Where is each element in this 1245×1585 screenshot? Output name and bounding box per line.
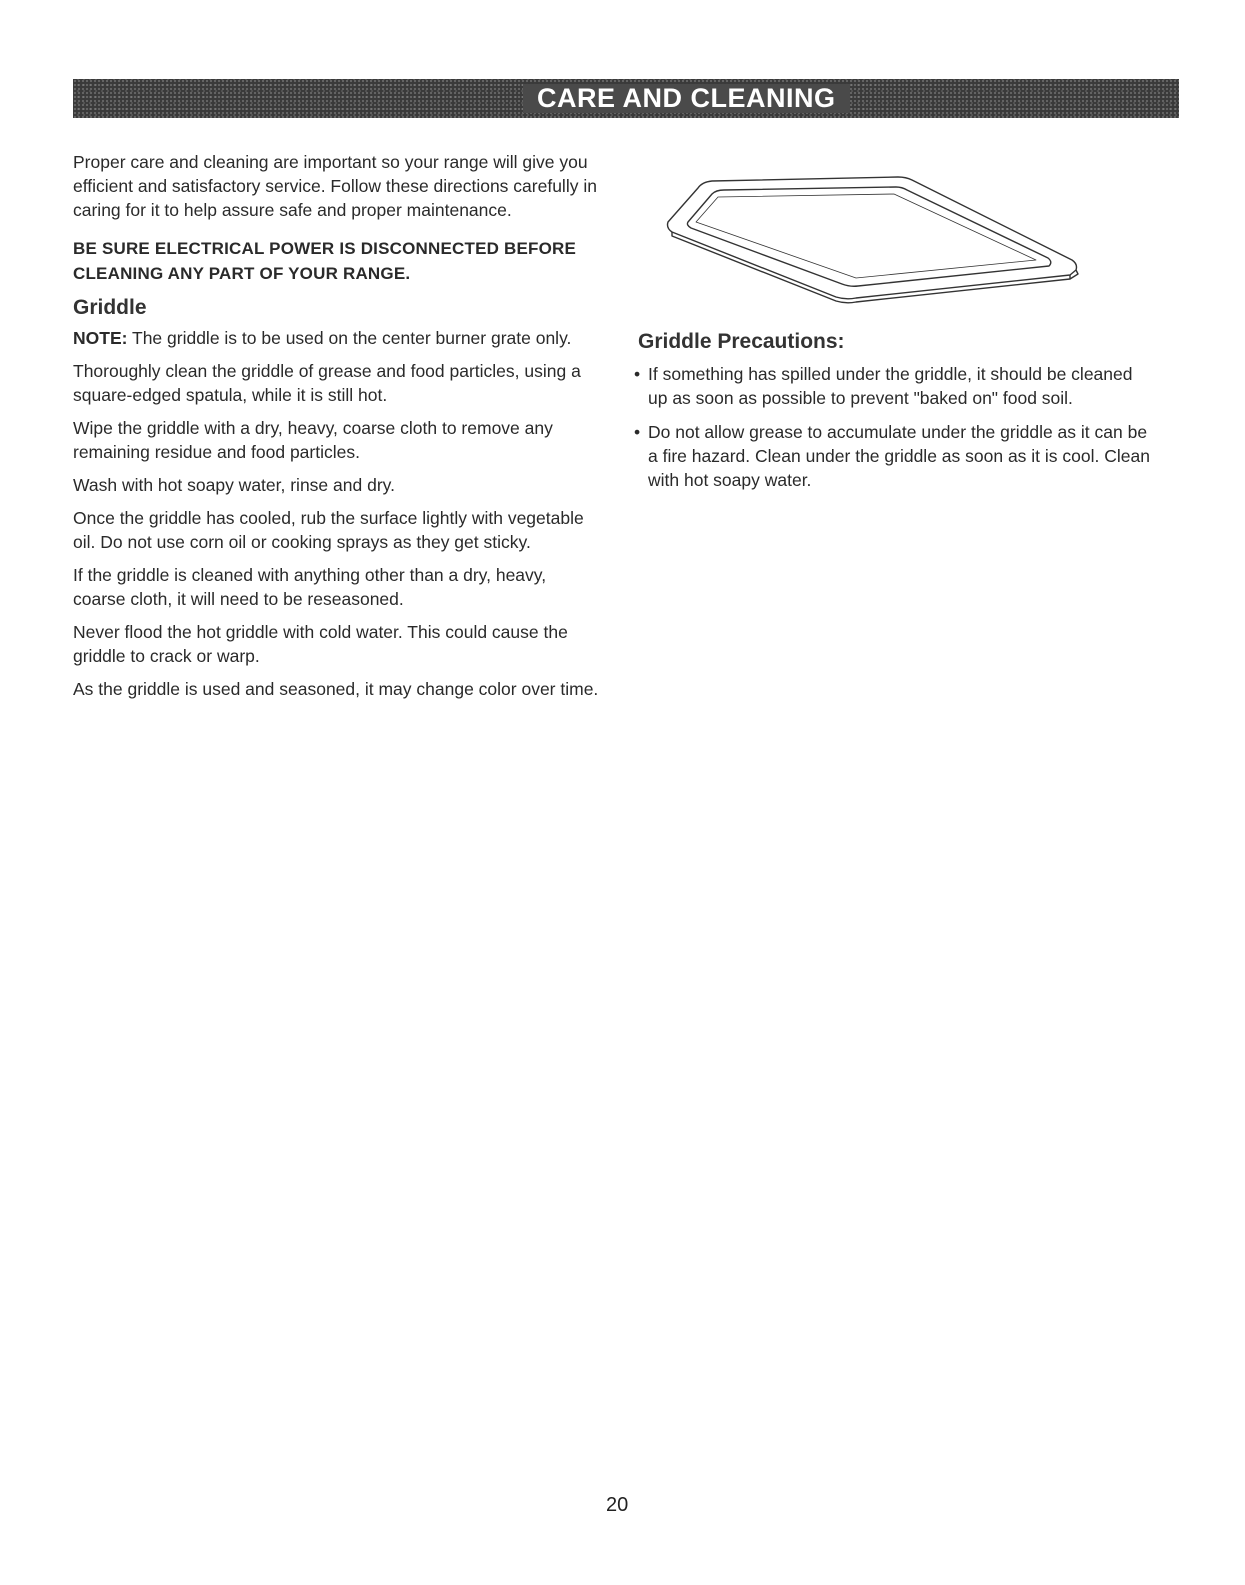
- griddle-paragraph: Wipe the griddle with a dry, heavy, coarse cloth to remove any remaining residue and food particles.: [73, 418, 553, 462]
- section-banner: [73, 79, 1179, 118]
- left-column: [73, 150, 603, 710]
- bullet-icon: •: [634, 422, 641, 442]
- section-title: CARE AND CLEANING: [523, 84, 850, 113]
- precautions-list: [632, 362, 1152, 502]
- griddle-paragraph: Once the griddle has cooled, rub the surface lightly with vegetable oil. Do not use corn oil or cooking sprays as they get sticky.: [73, 508, 584, 552]
- griddle-note: [73, 326, 603, 350]
- note-label: NOTE:: [73, 328, 128, 348]
- griddle-paragraph: As the griddle is used and seasoned, it may change color over time.: [73, 679, 599, 699]
- griddle-paragraph: Thoroughly clean the griddle of grease and food particles, using a square-edged spatula, while it is still hot.: [73, 361, 581, 405]
- page-number: 20: [606, 1494, 629, 1516]
- list-item: [632, 362, 1152, 410]
- griddle-heading: Griddle: [73, 296, 147, 319]
- list-item: [632, 420, 1152, 492]
- list-item-text: If something has spilled under the griddle, it should be cleaned up as soon as possible to prevent "baked on" food soil.: [648, 364, 1133, 408]
- list-item-text: Do not allow grease to accumulate under the griddle as it can be a fire hazard. Clean under the griddle as soon as it is cool. Clean with hot soapy water.: [648, 422, 1150, 490]
- griddle-paragraph: If the griddle is cleaned with anything other than a dry, heavy, coarse cloth, it will need to be reseasoned.: [73, 565, 547, 609]
- safety-warning: BE SURE ELECTRICAL POWER IS DISCONNECTED BEFORE CLEANING ANY PART OF YOUR RANGE.: [73, 239, 577, 283]
- note-text: The griddle is to be used on the center burner grate only.: [127, 328, 572, 348]
- griddle-illustration: [666, 170, 1096, 310]
- intro-paragraph: Proper care and cleaning are important so your range will give you efficient and satisfactory service. Follow these directions carefully in caring for it to help assure safe and proper maintenance.: [73, 152, 597, 220]
- bullet-icon: •: [634, 364, 641, 384]
- griddle-paragraph: Wash with hot soapy water, rinse and dry.: [73, 475, 395, 495]
- griddle-paragraph: Never flood the hot griddle with cold water. This could cause the griddle to crack or warp.: [73, 622, 568, 666]
- precautions-heading: Griddle Precautions:: [638, 330, 845, 353]
